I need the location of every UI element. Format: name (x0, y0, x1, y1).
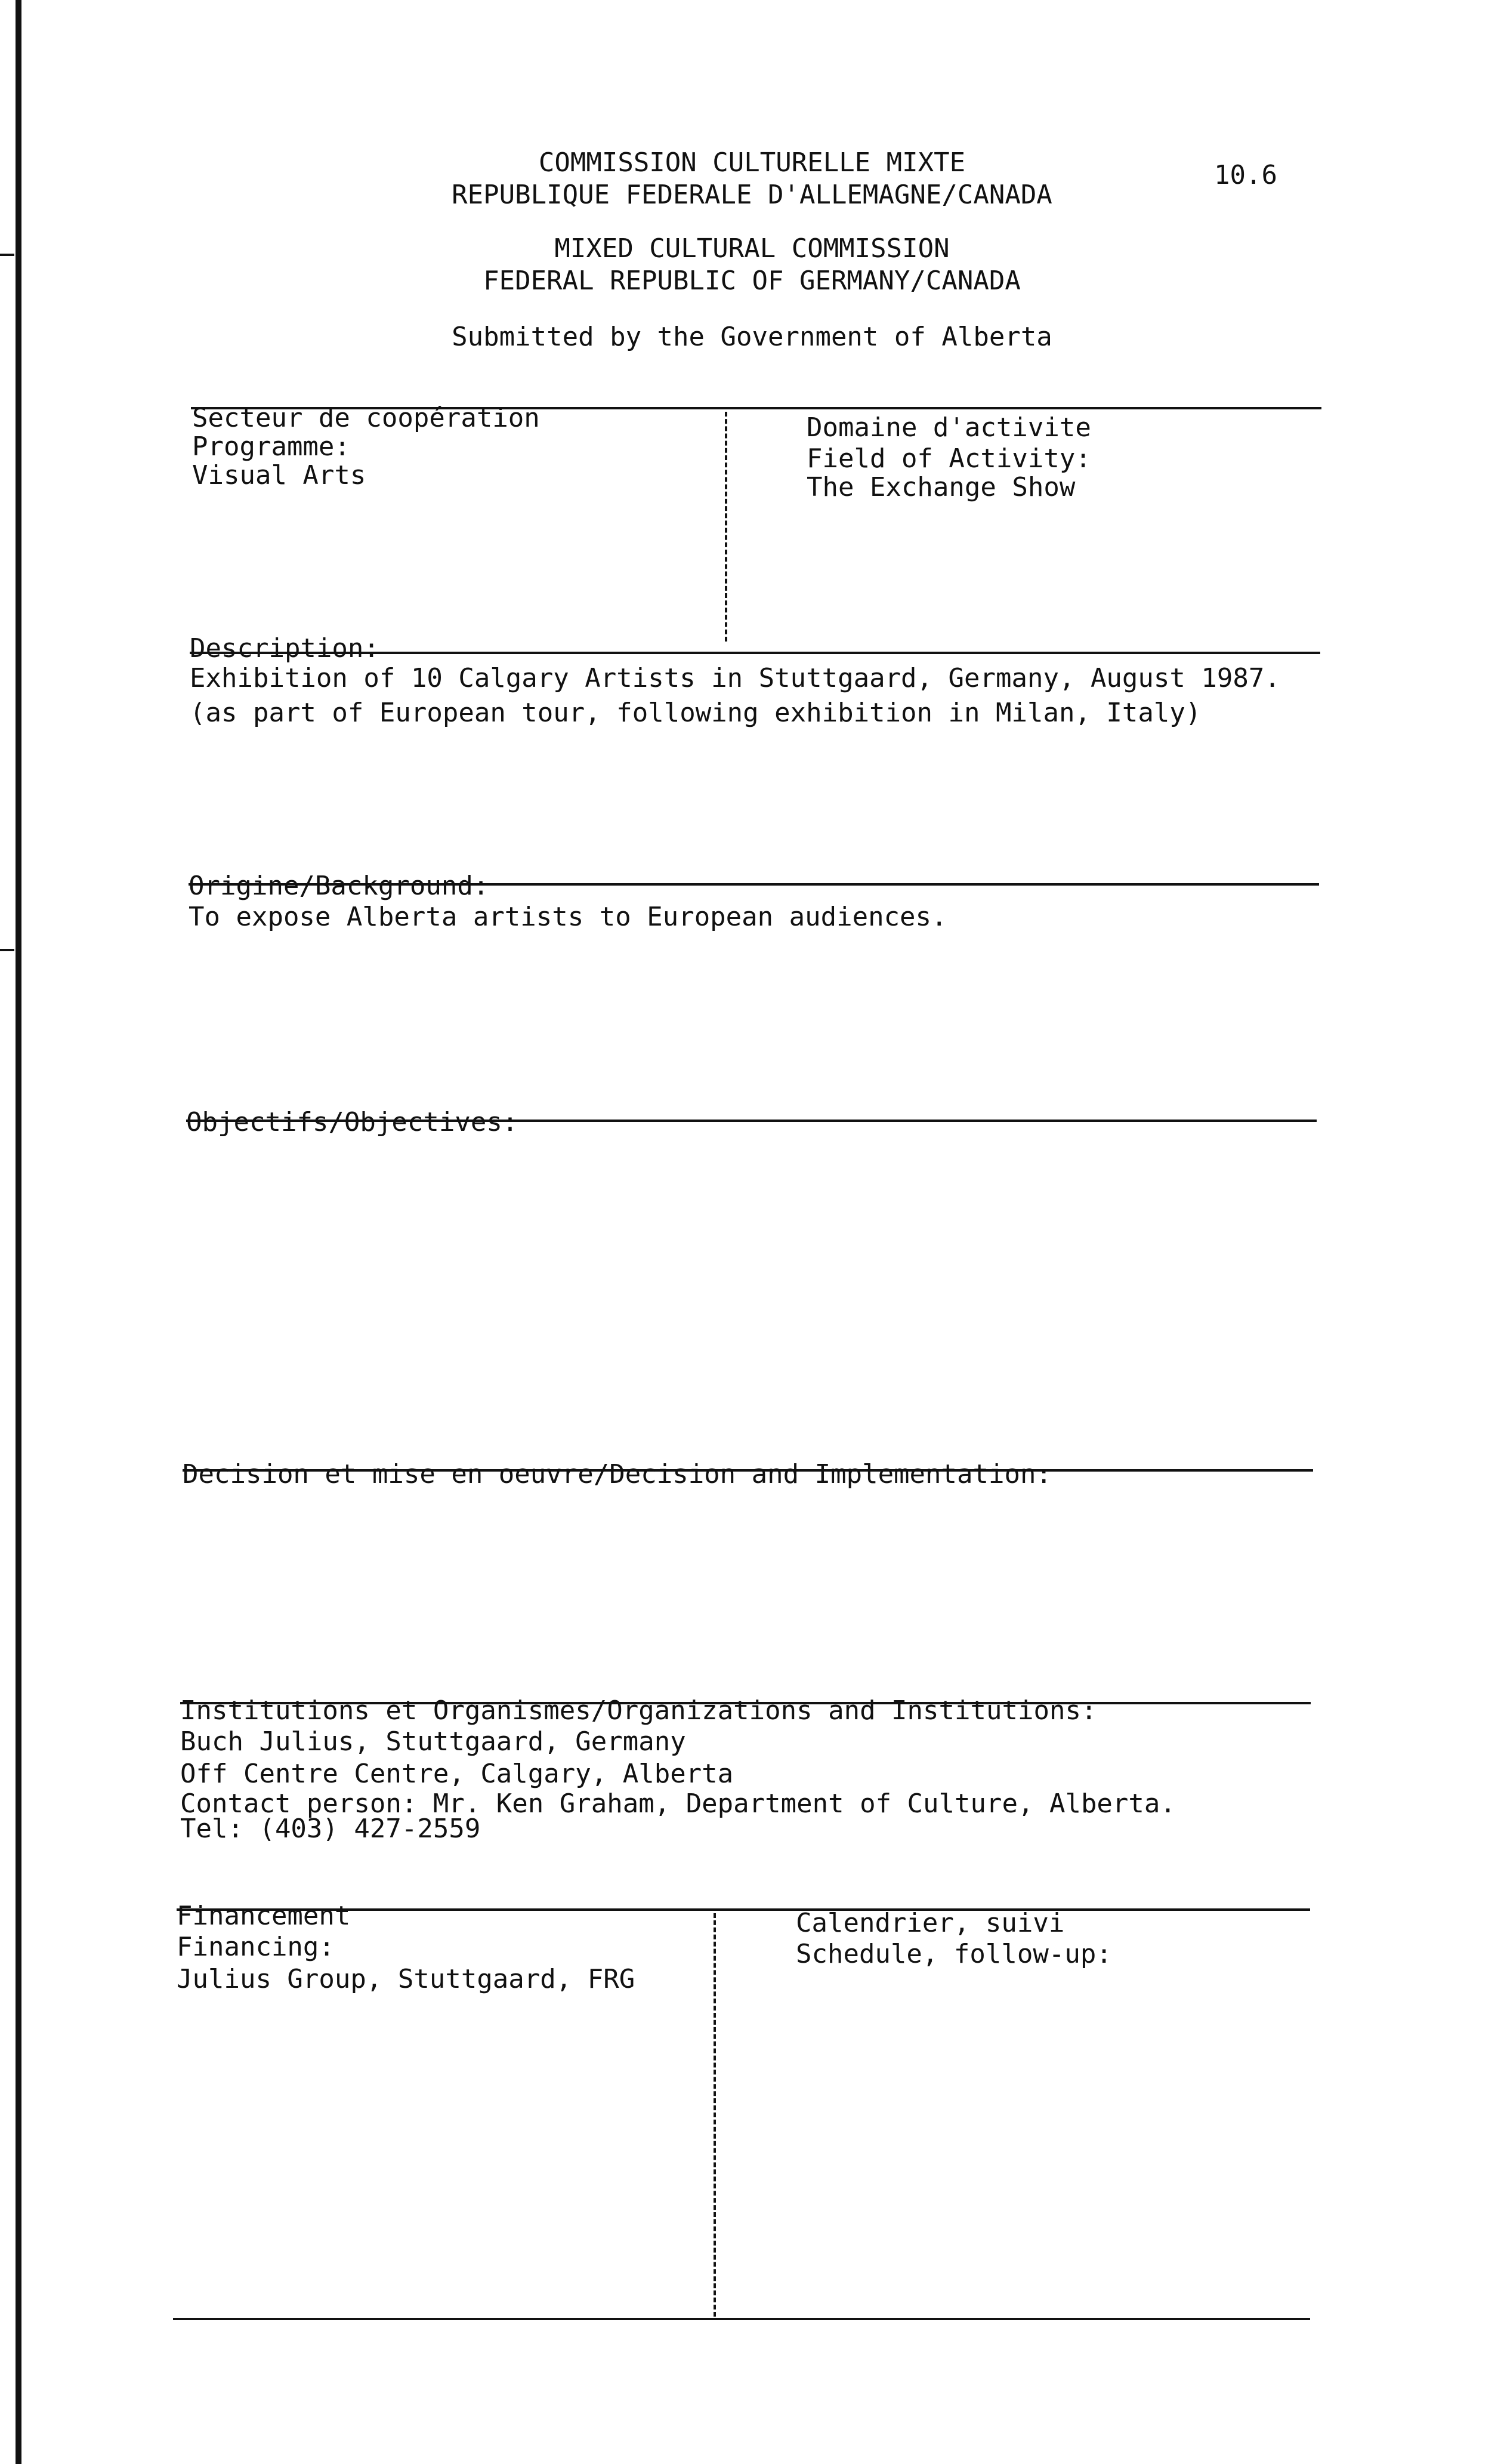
institutions-label: Institutions et Organismes/Organizations and Institutions: (180, 1695, 1097, 1726)
background-line-1: To expose Alberta artists to European audiences. (189, 902, 947, 932)
schedule-label-en: Schedule, follow-up: (796, 1939, 1112, 1969)
objectives-label: Objectifs/Objectives: (186, 1107, 518, 1137)
background-label: Origine/Background: (189, 871, 489, 901)
field-label-fr: Domaine d'activite (807, 412, 1091, 443)
financing-value: Julius Group, Stuttgaard, FRG (177, 1964, 635, 1994)
field-value: The Exchange Show (807, 472, 1076, 502)
description-line-1: Exhibition of 10 Calgary Artists in Stuttgaard, Germany, August 1987. (190, 663, 1280, 693)
institutions-line-2: Off Centre Centre, Calgary, Alberta (180, 1759, 734, 1789)
header-en-title: MIXED CULTURAL COMMISSION (554, 233, 950, 264)
header-fr-subtitle: REPUBLIQUE FEDERALE D'ALLEMAGNE/CANADA (452, 180, 1052, 210)
financing-label-en: Financing: (177, 1932, 335, 1962)
header-fr-title: COMMISSION CULTURELLE MIXTE (538, 147, 966, 178)
sector-label-en: Programme: (192, 431, 350, 462)
institutions-line-1: Buch Julius, Stuttgaard, Germany (180, 1726, 686, 1757)
bottom-rule (173, 2318, 1310, 2320)
edge-mark (0, 949, 14, 951)
decision-label: Decision et mise en oeuvre/Decision and Implementation: (183, 1459, 1052, 1489)
schedule-label-fr: Calendrier, suivi (796, 1908, 1065, 1938)
sector-value: Visual Arts (192, 460, 366, 491)
column-divider (714, 1913, 716, 2317)
institutions-line-4: Tel: (403) 427-2559 (180, 1814, 481, 1844)
institutions-line-3: Contact person: Mr. Ken Graham, Department of Culture, Alberta. (180, 1788, 1176, 1819)
description-label: Description: (190, 633, 379, 664)
page-number: 10.6 (1214, 160, 1277, 190)
column-divider (725, 412, 727, 642)
field-label-en: Field of Activity: (807, 443, 1091, 474)
description-line-2: (as part of European tour, following exhibition in Milan, Italy) (190, 698, 1202, 728)
financing-label-fr: Financement (177, 1901, 351, 1931)
scan-edge (16, 0, 21, 2464)
submitted-by: Submitted by the Government of Alberta (452, 322, 1052, 352)
header-en-subtitle: FEDERAL REPUBLIC OF GERMANY/CANADA (483, 266, 1021, 296)
sector-label-fr: Secteur de coopération (192, 403, 540, 433)
